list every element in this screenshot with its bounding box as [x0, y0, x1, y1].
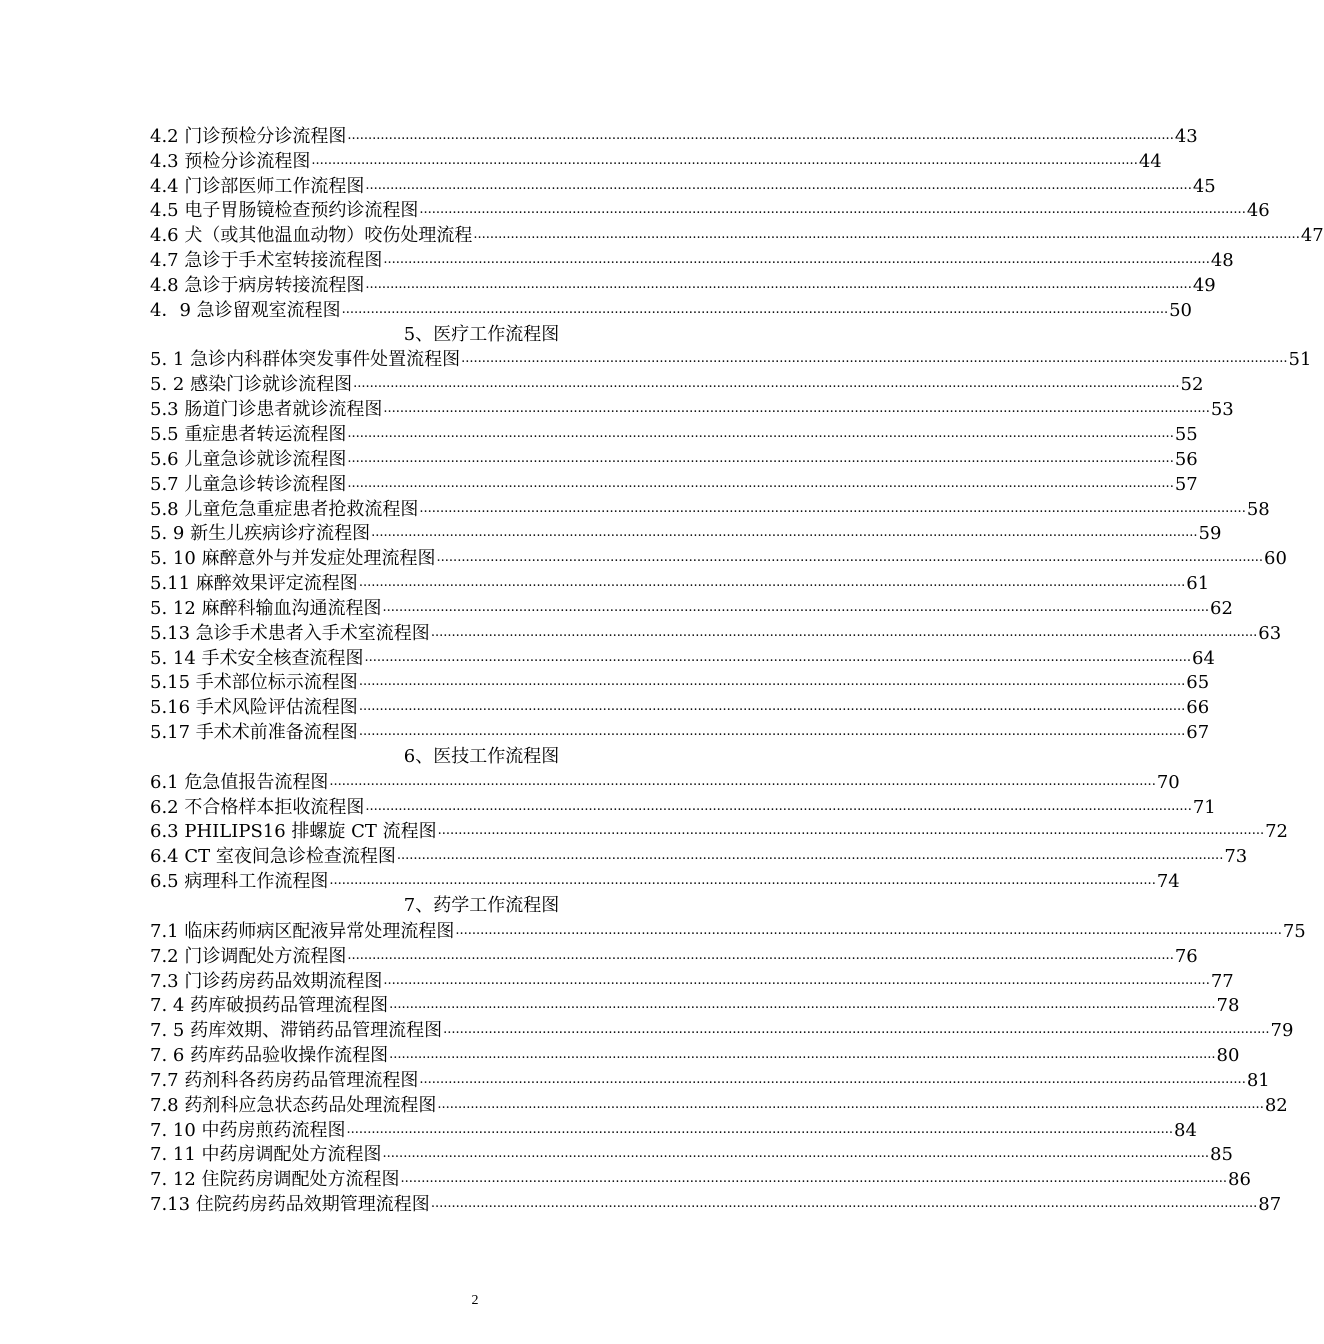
toc-entry-page: 56 [1174, 448, 1198, 470]
toc-dot-leader: ........................................................................................................................................................................................................ [347, 127, 1174, 143]
toc-entry[interactable] [150, 695, 1210, 720]
toc-entry-title: 5.3 肠道门诊患者就诊流程图 [150, 399, 383, 421]
toc-entry-page: 86 [1228, 1169, 1251, 1191]
toc-entry-title: 4.8 急诊于病房转接流程图 [150, 274, 365, 296]
toc-dot-leader: ........................................................................................................................................................................................................ [437, 823, 1265, 839]
toc-entry-page: 71 [1192, 796, 1216, 818]
toc-dot-leader: ........................................................................................................................................................................................................ [347, 475, 1174, 491]
toc-dot-leader: ........................................................................................................................................................................................................ [329, 773, 1156, 789]
toc-entry[interactable] [150, 770, 1180, 795]
toc-entry[interactable] [150, 223, 1324, 248]
toc-dot-leader: ........................................................................................................................................................................................................ [347, 450, 1174, 466]
toc-dot-leader: ........................................................................................................................................................................................................ [419, 202, 1246, 218]
toc-entry-title: 7.8 药剂科应急状态药品处理流程图 [150, 1094, 437, 1116]
toc-entry-page: 72 [1265, 821, 1288, 843]
toc-entry-page: 43 [1174, 125, 1198, 147]
toc-entry-title: 5.7 儿童急诊转诊流程图 [150, 473, 347, 495]
toc-entry-title: 7.13 住院药房药品效期管理流程图 [150, 1194, 430, 1216]
toc-dot-leader: ........................................................................................................................................................................................................ [443, 1022, 1270, 1038]
toc-entry[interactable] [150, 1192, 1282, 1217]
toc-dot-leader: ........................................................................................................................................................................................................ [353, 376, 1180, 392]
toc-dot-leader: ........................................................................................................................................................................................................ [383, 401, 1210, 417]
toc-dot-leader: ........................................................................................................................................................................................................ [364, 649, 1191, 665]
toc-entry[interactable] [150, 348, 1312, 373]
toc-dot-leader: ........................................................................................................................................................................................................ [383, 972, 1210, 988]
toc-dot-leader: ........................................................................................................................................................................................................ [455, 922, 1282, 938]
toc-entry-title: 7.7 药剂科各药房药品管理流程图 [150, 1069, 419, 1091]
toc-dot-leader: ........................................................................................................................................................................................................ [311, 152, 1138, 168]
toc-entry-title: 4.7 急诊于手术室转接流程图 [150, 250, 383, 272]
toc-dot-leader: ........................................................................................................................................................................................................ [400, 1171, 1227, 1187]
toc-entry[interactable] [150, 372, 1204, 397]
toc-dot-leader: ........................................................................................................................................................................................................ [389, 997, 1216, 1013]
toc-entry-title: 7.2 门诊调配处方流程图 [150, 945, 347, 967]
toc-section-heading: 6、医技工作流程图 [403, 746, 560, 768]
toc-entry-title: 5.11 麻醉效果评定流程图 [150, 573, 358, 595]
toc-entry[interactable] [150, 820, 1288, 845]
toc-entry[interactable] [150, 199, 1270, 224]
toc-entry-page: 46 [1246, 200, 1270, 222]
table-of-contents [150, 124, 1324, 1217]
toc-dot-leader: ........................................................................................................................................................................................................ [365, 276, 1192, 292]
toc-dot-leader: ........................................................................................................................................................................................................ [358, 575, 1186, 591]
toc-entry-page: 58 [1246, 498, 1270, 520]
toc-entry-title: 7. 10 中药房煎药流程图 [150, 1119, 346, 1141]
toc-entry-title: 6.5 病理科工作流程图 [150, 871, 329, 893]
toc-entry[interactable] [150, 1043, 1240, 1068]
page-number: 2 [471, 1293, 479, 1308]
toc-dot-leader: ........................................................................................................................................................................................................ [430, 1196, 1258, 1212]
toc-entry[interactable] [150, 149, 1162, 174]
toc-entry[interactable] [150, 1167, 1251, 1192]
toc-entry-title: 7.1 临床药师病区配液异常处理流程图 [150, 920, 455, 942]
toc-dot-leader: ........................................................................................................................................................................................................ [346, 1121, 1173, 1137]
toc-entry-title: 7. 12 住院药房调配处方流程图 [150, 1169, 400, 1191]
toc-dot-leader: ........................................................................................................................................................................................................ [436, 550, 1263, 566]
toc-entry-page: 49 [1192, 274, 1216, 296]
toc-entry[interactable] [150, 447, 1198, 472]
toc-entry-page: 51 [1288, 349, 1312, 371]
toc-dot-leader: ........................................................................................................................................................................................................ [383, 252, 1210, 268]
toc-entry-title: 6.3 PHILIPS16 排螺旋 CT 流程图 [150, 821, 437, 843]
toc-entry-page: 79 [1270, 1020, 1294, 1042]
toc-entry-page: 70 [1156, 771, 1180, 793]
toc-entry[interactable] [150, 124, 1198, 149]
toc-entry-page: 53 [1210, 399, 1234, 421]
toc-dot-leader: ........................................................................................................................................................................................................ [473, 227, 1300, 243]
toc-entry[interactable] [150, 522, 1222, 547]
toc-entry[interactable] [150, 1118, 1197, 1143]
toc-entry-title: 7.3 门诊药房药品效期流程图 [150, 970, 383, 992]
toc-section-heading: 7、药学工作流程图 [403, 895, 560, 917]
toc-entry-page: 55 [1174, 423, 1198, 445]
toc-entry[interactable] [150, 795, 1216, 820]
toc-entry-page: 50 [1169, 299, 1193, 321]
toc-dot-leader: ........................................................................................................................................................................................................ [382, 1146, 1209, 1162]
toc-section-heading: 5、医疗工作流程图 [403, 323, 560, 345]
toc-entry-title: 4.6 犬（或其他温血动物）咬伤处理流程 [150, 225, 473, 247]
toc-dot-leader: ........................................................................................................................................................................................................ [358, 674, 1186, 690]
toc-entry-page: 78 [1216, 995, 1240, 1017]
toc-entry-title: 6.1 危急值报告流程图 [150, 771, 329, 793]
toc-entry-page: 74 [1156, 871, 1180, 893]
toc-entry-page: 59 [1198, 523, 1222, 545]
toc-dot-leader: ........................................................................................................................................................................................................ [329, 873, 1156, 889]
toc-entry-title: 5.5 重症患者转运流程图 [150, 423, 347, 445]
toc-entry-page: 87 [1258, 1194, 1282, 1216]
toc-entry-title: 5. 12 麻醉科输血沟通流程图 [150, 597, 382, 619]
toc-entry-page: 64 [1192, 647, 1215, 669]
toc-dot-leader: ........................................................................................................................................................................................................ [396, 848, 1224, 864]
toc-dot-leader: ........................................................................................................................................................................................................ [382, 599, 1209, 615]
toc-entry-page: 45 [1192, 175, 1216, 197]
toc-entry[interactable] [150, 1068, 1270, 1093]
toc-dot-leader: ........................................................................................................................................................................................................ [430, 624, 1258, 640]
toc-entry-title: 5.8 儿童危急重症患者抢救流程图 [150, 498, 419, 520]
toc-entry[interactable] [150, 596, 1233, 621]
toc-entry[interactable] [150, 1018, 1294, 1043]
toc-entry-page: 77 [1210, 970, 1234, 992]
toc-entry-page: 48 [1210, 250, 1234, 272]
toc-entry-title: 4.3 预检分诊流程图 [150, 150, 311, 172]
toc-entry-page: 75 [1282, 920, 1306, 942]
toc-entry-page: 85 [1210, 1144, 1233, 1166]
toc-entry-page: 63 [1258, 622, 1282, 644]
toc-dot-leader: ........................................................................................................................................................................................................ [419, 500, 1246, 516]
toc-entry[interactable] [150, 1143, 1233, 1168]
toc-entry[interactable] [150, 273, 1216, 298]
toc-entry[interactable] [150, 671, 1210, 696]
toc-dot-leader: ........................................................................................................................................................................................................ [358, 724, 1186, 740]
toc-entry-page: 47 [1300, 225, 1324, 247]
toc-entry[interactable] [150, 397, 1234, 422]
toc-entry-title: 7. 11 中药房调配处方流程图 [150, 1144, 382, 1166]
toc-dot-leader: ........................................................................................................................................................................................................ [419, 1071, 1246, 1087]
toc-entry-page: 82 [1264, 1094, 1288, 1116]
toc-entry[interactable] [150, 969, 1234, 994]
toc-entry-title: 4．9 急诊留观室流程图 [150, 299, 341, 321]
toc-entry-title: 4.5 电子胃肠镜检查预约诊流程图 [150, 200, 419, 222]
toc-dot-leader: ........................................................................................................................................................................................................ [389, 1047, 1216, 1063]
toc-entry-title: 5. 2 感染门诊就诊流程图 [150, 374, 353, 396]
toc-dot-leader: ........................................................................................................................................................................................................ [365, 798, 1192, 814]
toc-entry[interactable] [150, 621, 1282, 646]
toc-entry-title: 7. 5 药库效期、滞销药品管理流程图 [150, 1020, 443, 1042]
toc-entry[interactable] [150, 546, 1287, 571]
toc-dot-leader: ........................................................................................................................................................................................................ [437, 1096, 1264, 1112]
toc-entry-title: 7. 6 药库药品验收操作流程图 [150, 1045, 389, 1067]
toc-entry-page: 52 [1180, 374, 1204, 396]
toc-entry-page: 44 [1138, 150, 1162, 172]
toc-entry-title: 5.17 手术术前准备流程图 [150, 722, 358, 744]
toc-dot-leader: ........................................................................................................................................................................................................ [358, 699, 1186, 715]
toc-entry-title: 5. 14 手术安全核查流程图 [150, 647, 364, 669]
toc-entry[interactable] [150, 869, 1180, 894]
toc-entry[interactable] [150, 919, 1306, 944]
toc-entry-page: 66 [1186, 697, 1210, 719]
toc-dot-leader: ........................................................................................................................................................................................................ [347, 947, 1174, 963]
toc-entry[interactable] [150, 944, 1198, 969]
toc-entry-title: 5.13 急诊手术患者入手术室流程图 [150, 622, 430, 644]
toc-dot-leader: ........................................................................................................................................................................................................ [371, 525, 1198, 541]
toc-entry-title: 5.16 手术风险评估流程图 [150, 697, 358, 719]
toc-entry-title: 5. 10 麻醉意外与并发症处理流程图 [150, 548, 436, 570]
toc-entry-page: 73 [1224, 846, 1248, 868]
toc-entry[interactable] [150, 422, 1198, 447]
toc-entry[interactable] [150, 1093, 1288, 1118]
toc-entry-title: 4.2 门诊预检分诊流程图 [150, 125, 347, 147]
toc-dot-leader: ........................................................................................................................................................................................................ [347, 425, 1174, 441]
toc-entry-page: 67 [1186, 722, 1210, 744]
toc-entry-title: 5.15 手术部位标示流程图 [150, 672, 358, 694]
toc-dot-leader: ........................................................................................................................................................................................................ [461, 351, 1288, 367]
toc-entry-title: 5. 1 急诊内科群体突发事件处置流程图 [150, 349, 461, 371]
toc-entry-page: 81 [1246, 1069, 1270, 1091]
toc-entry[interactable] [150, 844, 1248, 869]
toc-entry[interactable] [150, 994, 1240, 1019]
toc-entry[interactable] [150, 174, 1216, 199]
toc-entry-page: 76 [1174, 945, 1198, 967]
toc-entry[interactable] [150, 571, 1210, 596]
toc-entry-title: 4.4 门诊部医师工作流程图 [150, 175, 365, 197]
toc-entry[interactable] [150, 720, 1210, 745]
toc-entry-title: 6.2 不合格样本拒收流程图 [150, 796, 365, 818]
toc-entry-title: 6.4 CT 室夜间急诊检查流程图 [150, 846, 396, 868]
toc-entry[interactable] [150, 298, 1193, 323]
toc-dot-leader: ........................................................................................................................................................................................................ [341, 301, 1169, 317]
toc-dot-leader: ........................................................................................................................................................................................................ [365, 177, 1192, 193]
toc-entry-page: 62 [1210, 597, 1233, 619]
toc-entry-page: 65 [1186, 672, 1210, 694]
toc-entry-page: 57 [1174, 473, 1198, 495]
toc-entry[interactable] [150, 472, 1198, 497]
toc-entry[interactable] [150, 646, 1215, 671]
toc-entry-page: 80 [1216, 1045, 1240, 1067]
toc-entry-title: 7. 4 药库破损药品管理流程图 [150, 995, 389, 1017]
toc-entry-page: 60 [1264, 548, 1287, 570]
toc-entry[interactable] [150, 497, 1270, 522]
toc-entry-page: 61 [1186, 573, 1210, 595]
toc-entry[interactable] [150, 248, 1234, 273]
toc-entry-page: 84 [1174, 1119, 1197, 1141]
toc-entry-title: 5. 9 新生儿疾病诊疗流程图 [150, 523, 371, 545]
toc-entry-title: 5.6 儿童急诊就诊流程图 [150, 448, 347, 470]
